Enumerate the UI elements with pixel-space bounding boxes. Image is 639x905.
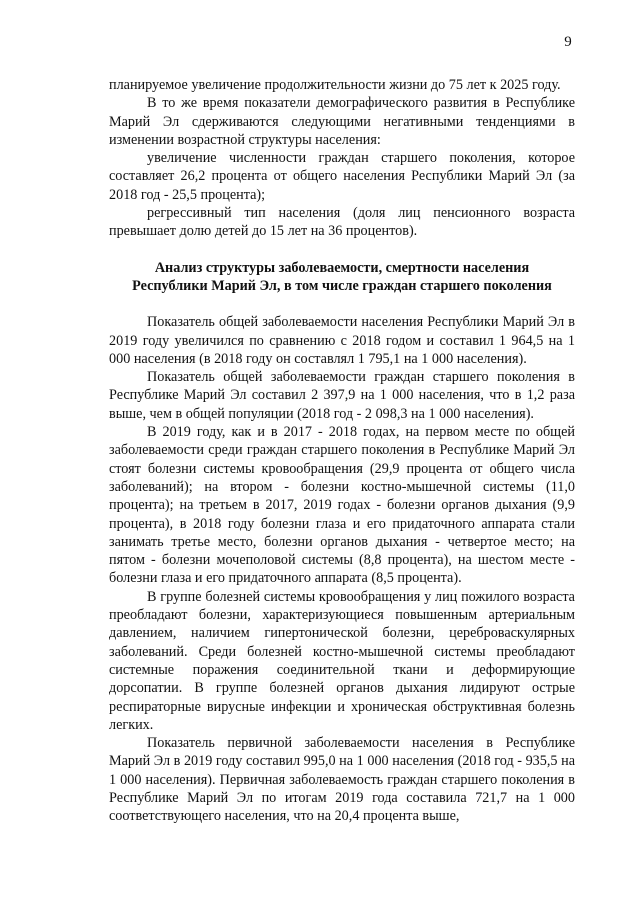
section-heading-line-2: Республики Марий Эл, в том числе граждан старшего поколения <box>132 277 552 294</box>
section-heading <box>109 259 575 296</box>
paragraph: В то же время показатели демографического развития в Республике Марий Эл сдерживаются следующими негативными тенденциями в изменении возрастной структуры населения: <box>109 95 575 148</box>
document-body <box>109 76 575 826</box>
paragraph: В группе болезней системы кровообращения у лиц пожилого возраста преобладают болезни, характеризующиеся повышенным артериальным давлением, наличием гипертонической болезни, цереброваскулярных заболеваний. Среди болезней костно-мышечной системы преобладают системные поражения соединительной ткани и деформирующие дорсопатии. В группе болезней органов дыхания лидируют острые респираторные вирусные инфекции и хроническая обструктивная болезнь легких. <box>109 588 575 733</box>
paragraph: увеличение численности граждан старшего поколения, которое составляет 26,2 процента от общего населения Республики Марий Эл (за 2018 год - 25,5 процента); <box>109 150 575 203</box>
paragraph: Показатель общей заболеваемости населения Республики Марий Эл в 2019 году увеличился по сравнению с 2018 годом и составил 1 964,5 на 1 000 населения (в 2018 году он составлял 1 795,1 на 1 000 населения). <box>109 314 575 367</box>
section-heading-line-1: Анализ структуры заболеваемости, смертности населения <box>154 259 530 276</box>
page-number: 9 <box>564 34 572 50</box>
paragraph: Показатель первичной заболеваемости населения в Республике Марий Эл в 2019 году составил 995,0 на 1 000 населения (2018 год - 935,5 на 1 000 населения). Первичная заболеваемость граждан старшего поколения в Республике Марий Эл по итогам 2019 года составила 721,7 на 1 000 соответствующего населения, что на 20,4 процента выше, <box>109 735 575 825</box>
paragraph: планируемое увеличение продолжительности жизни до 75 лет к 2025 году. <box>109 77 561 93</box>
paragraph: регрессивный тип населения (доля лиц пенсионного возраста превышает долю детей до 15 лет на 36 процентов). <box>109 205 575 240</box>
paragraph: В 2019 году, как и в 2017 - 2018 годах, на первом месте по общей заболеваемости среди граждан старшего поколения в Республике Марий Эл стоят болезни системы кровообращения (29,9 процента от общего числа заболеваний); на втором - болезни костно-мышечной системы (11,0 процента); на третьем в 2017, 2019 годах - болезни органов дыхания (9,9 процента), в 2018 году болезни глаза и его придаточного аппарата стали занимать третье место, болезни органов дыхания - четвертое место; на пятом - болезни мочеполовой системы (8,8 процента), на шестом месте - болезни глаза и его придаточного аппарата (8,5 процента). <box>109 424 575 587</box>
paragraph: Показатель общей заболеваемости граждан старшего поколения в Республике Марий Эл составил 2 397,9 на 1 000 населения, что в 1,2 раза выше, чем в общей популяции (2018 год - 2 098,3 на 1 000 населения). <box>109 369 575 422</box>
